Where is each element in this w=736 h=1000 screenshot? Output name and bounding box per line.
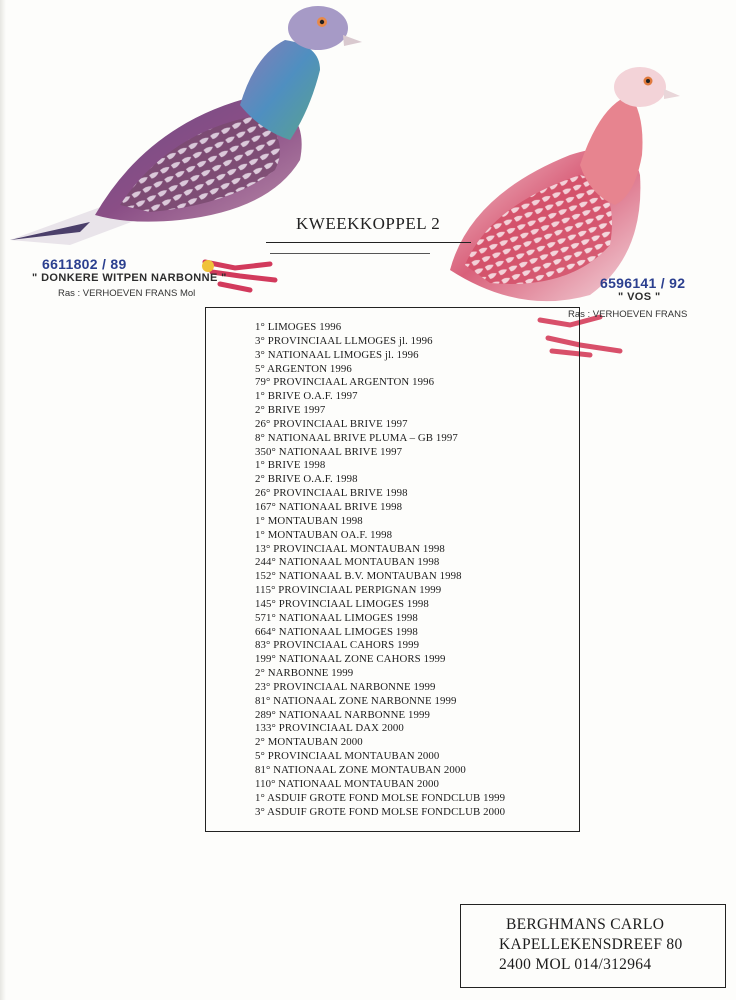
- result-item: 83° PROVINCIAAL CAHORS 1999: [255, 639, 420, 652]
- result-item: 199° NATIONAAL ZONE CAHORS 1999: [255, 653, 446, 666]
- results-list: [255, 321, 505, 819]
- title-underline: [266, 242, 471, 243]
- result-item: 244° NATIONAAL MONTAUBAN 1998: [255, 556, 440, 569]
- title-connector-line: [270, 253, 430, 254]
- result-item: 664° NATIONAAL LIMOGES 1998: [255, 625, 418, 638]
- left-pigeon-name: " DONKERE WITPEN NARBONNE ": [32, 272, 227, 284]
- result-item: 115° PROVINCIAAL PERPIGNAN 1999: [255, 584, 442, 597]
- address-name: BERGHMANS CARLO: [506, 916, 665, 933]
- address-box: [460, 904, 726, 988]
- result-item: 5° PROVINCIAAL MONTAUBAN 2000: [255, 750, 440, 763]
- result-item: 571° NATIONAAL LIMOGES 1998: [255, 611, 418, 624]
- result-item: 2° BRIVE 1997: [255, 404, 326, 417]
- result-item: 3° NATIONAAL LIMOGES jl. 1996: [255, 348, 419, 361]
- result-item: 23° PROVINCIAAL NARBONNE 1999: [255, 680, 436, 693]
- result-item: 110° NATIONAAL MONTAUBAN 2000: [255, 777, 439, 790]
- result-item: 81° NATIONAAL ZONE NARBONNE 1999: [255, 694, 457, 707]
- result-item: 1° BRIVE O.A.F. 1997: [255, 390, 358, 403]
- result-item: 81° NATIONAAL ZONE MONTAUBAN 2000: [255, 764, 466, 776]
- right-pigeon-name: " VOS ": [618, 291, 661, 303]
- result-item: 2° BRIVE O.A.F. 1998: [255, 473, 358, 486]
- result-item: 350° NATIONAAL BRIVE 1997: [255, 445, 403, 458]
- left-pigeon-breeder: Ras : VERHOEVEN FRANS Mol: [58, 288, 196, 299]
- address-city-phone: 2400 MOL 014/312964: [499, 956, 652, 973]
- result-item: 3° ASDUIF GROTE FOND MOLSE FONDCLUB 2000: [255, 805, 506, 818]
- result-item: 1° MONTAUBAN OA.F. 1998: [255, 528, 393, 541]
- result-item: 167° NATIONAAL BRIVE 1998: [255, 500, 403, 513]
- result-item: 145° PROVINCIAAL LIMOGES 1998: [255, 597, 429, 610]
- result-item: 1° ASDUIF GROTE FOND MOLSE FONDCLUB 1999: [255, 791, 506, 804]
- result-item: 79° PROVINCIAAL ARGENTON 1996: [255, 376, 435, 389]
- result-item: 289° NATIONAAL NARBONNE 1999: [255, 708, 430, 721]
- result-item: 2° MONTAUBAN 2000: [255, 736, 363, 749]
- result-item: 26° PROVINCIAAL BRIVE 1997: [255, 417, 408, 430]
- result-item: 2° NARBONNE 1999: [255, 667, 354, 680]
- right-ring-number: 6596141 / 92: [600, 275, 686, 291]
- result-item: 1° MONTAUBAN 1998: [255, 514, 363, 527]
- result-item: 1° BRIVE 1998: [255, 459, 326, 472]
- result-item: 13° PROVINCIAAL MONTAUBAN 1998: [255, 542, 445, 555]
- result-item: 5° ARGENTON 1996: [255, 362, 352, 375]
- result-item: 26° PROVINCIAAL BRIVE 1998: [255, 487, 408, 500]
- result-item: 152° NATIONAAL B.V. MONTAUBAN 1998: [255, 570, 462, 583]
- address-street: KAPELLEKENSDREEF 80: [499, 936, 683, 953]
- pigeon-dark-pied-icon: [0, 0, 370, 300]
- result-item: 3° PROVINCIAAL LLMOGES jl. 1996: [255, 334, 433, 347]
- result-item: 1° LIMOGES 1996: [255, 321, 342, 333]
- left-ring-number: 6611802 / 89: [42, 256, 127, 272]
- page-title: KWEEKKOPPEL 2: [296, 214, 441, 233]
- right-pigeon-breeder: Ras : VERHOEVEN FRANS: [568, 309, 688, 320]
- result-item: 133° PROVINCIAAL DAX 2000: [255, 722, 404, 735]
- result-item: 8° NATIONAAL BRIVE PLUMA – GB 1997: [255, 431, 458, 444]
